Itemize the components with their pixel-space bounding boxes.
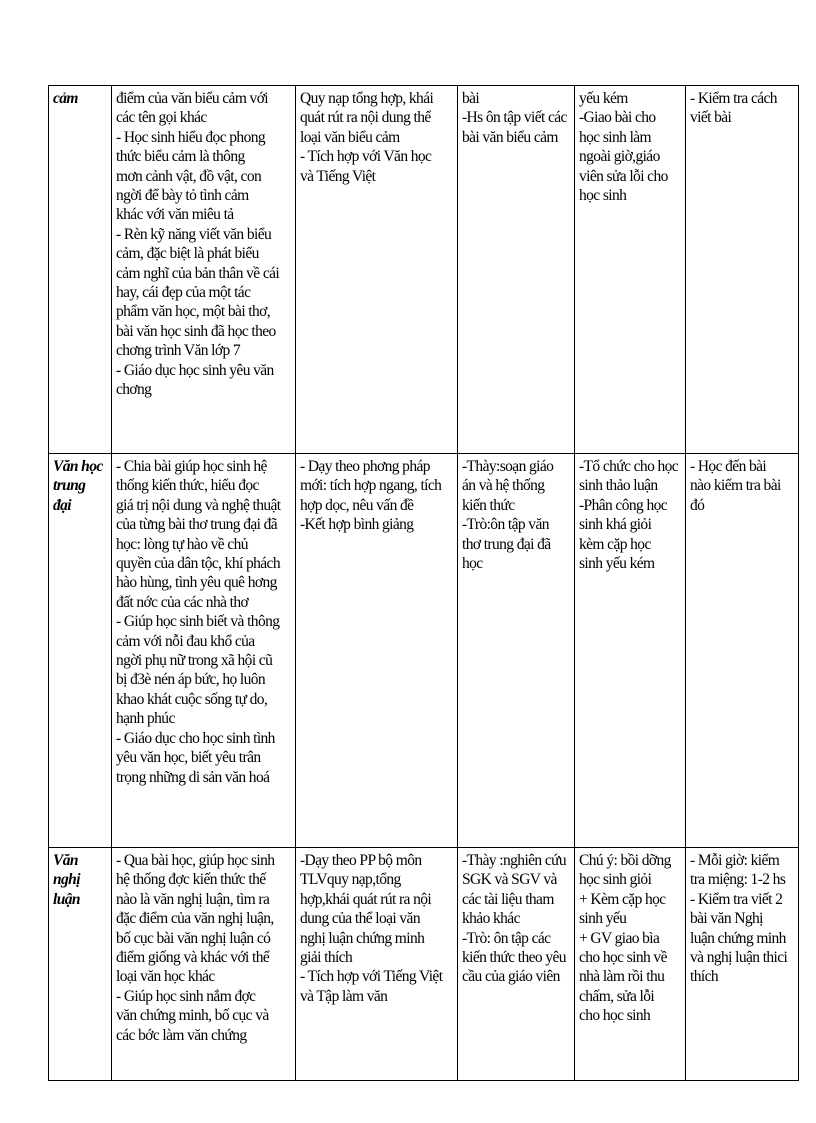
cell-text-line: cầu của giáo viên [462, 968, 560, 986]
topic-cell [49, 848, 112, 1081]
cell-text-line: hạnh phúc [116, 710, 175, 728]
cell-text-line: thích [690, 968, 718, 986]
cell-text-line: -Thày:soạn giáo [462, 458, 554, 475]
cell-text-line: thống kiến thức, hiểu đọc [116, 477, 259, 495]
cell-text-line: hay, cái đẹp của một tác [116, 284, 251, 302]
cell-text-line: các tên gọi khác [116, 109, 207, 127]
cell-text-line: sinh yếu kém [579, 555, 655, 573]
cell-text-line: và Tiếng Việt [300, 167, 376, 185]
cell-text-line: - Giáo dục cho học sinh tình [116, 729, 275, 747]
cell-text-line: -Phân công học [579, 496, 668, 514]
cell-text-line: -Dạy theo PP bộ môn [300, 852, 422, 869]
methods-cell [296, 454, 458, 848]
cell-text-line: kèm cặp học [579, 535, 651, 553]
cell-text-line: - Giáo dục học sinh yêu văn [116, 361, 274, 379]
cell-text-line: chơng trình Văn lớp 7 [116, 342, 241, 360]
cell-text-line: - Kiểm tra cách [690, 90, 777, 107]
cell-text-line: điểm giống và khác với thể [116, 949, 270, 967]
cell-text-line: - Rèn kỹ năng viết văn biểu [116, 225, 272, 243]
plan-cell [575, 86, 686, 454]
cell-text-line: bị đ3è nén áp bức, họ luôn [116, 671, 266, 689]
cell-text-line: bài văn học sinh đã học theo [116, 322, 276, 340]
cell-text-line: cảm [53, 90, 78, 107]
cell-text-line: nghị luận chứng minh [300, 929, 425, 947]
cell-text-line: khao khát cuộc sống tự do, [116, 690, 268, 708]
cell-text-line: - Kiểm tra viết 2 [690, 890, 783, 908]
cell-text-line: - Giúp học sinh nắm đợc [116, 987, 256, 1005]
methods-cell [296, 848, 458, 1081]
cell-text-line: thơ trung đại đã [462, 535, 551, 553]
cell-text-line: bố cục bài văn nghị luận có [116, 929, 271, 947]
preparation-cell [458, 454, 575, 848]
cell-text-line: - Mỗi giờ: kiểm [690, 852, 780, 869]
cell-text-line: hợp dọc, nêu vấn đề [300, 496, 414, 514]
cell-text-line: luận chứng minh [690, 929, 786, 947]
cell-text-line: dung của thể loại văn [300, 910, 420, 928]
preparation-cell [458, 86, 575, 454]
cell-text-line: -Trò: ôn tập các [462, 929, 551, 947]
cell-text-line: kiến thức [462, 496, 515, 514]
cell-text-line: - Chia bài giúp học sinh hệ [116, 458, 267, 475]
cell-text-line: và Tập làm văn [300, 987, 388, 1005]
cell-text-line: + Kèm cặp học [579, 890, 666, 908]
plan-cell [575, 848, 686, 1081]
cell-text-line: -Thày :nghiên cứu [462, 852, 567, 869]
cell-text-line: sinh khá giỏi [579, 516, 652, 534]
cell-text-line: cảm với nỗi đau khổ của [116, 632, 255, 650]
cell-text-line: của từng bài thơ trung đại đã [116, 516, 278, 534]
cell-text-line: mới: tích hợp ngang, tích [300, 477, 442, 495]
table-row [49, 848, 799, 1081]
cell-text-line: yếu kém [579, 90, 628, 107]
goals-cell [112, 454, 296, 848]
cell-text-line: hợp,khái quát rút ra nội [300, 890, 432, 908]
cell-text-line: bài [462, 90, 480, 107]
cell-text-line: viết bài [690, 109, 732, 127]
cell-text-line: án và hệ thống [462, 477, 545, 495]
cell-text-line: mơn cảnh vật, đồ vật, con [116, 167, 262, 185]
topic-cell [49, 86, 112, 454]
cell-text-line: cho học sinh [579, 1007, 651, 1025]
cell-text-line: học sinh làm [579, 128, 652, 146]
cell-text-line: sinh yếu [579, 910, 627, 928]
cell-text-line: khác với văn miêu tả [116, 206, 234, 224]
preparation-cell [458, 848, 575, 1081]
cell-text-line: giá trị nội dung và nghệ thuật [116, 496, 281, 514]
cell-text-line: loại văn biểu cảm [300, 128, 400, 146]
methods-cell [296, 86, 458, 454]
cell-text-line: + GV giao bìa [579, 929, 660, 947]
cell-text-line: tra miệng: 1-2 hs [690, 871, 786, 889]
table-row [49, 454, 799, 848]
cell-text-line: các tài liệu tham [462, 890, 554, 908]
cell-text-line: -Giao bài cho [579, 109, 656, 127]
cell-text-line: phẩm văn học, một bài thơ, [116, 303, 271, 321]
cell-text-line: loại văn học khác [116, 968, 215, 986]
cell-text-line: hệ thống đợc kiến thức thế [116, 871, 266, 889]
cell-text-line: đặc điểm của văn nghị luận, [116, 910, 274, 928]
cell-text-line: Văn [53, 852, 78, 869]
plan-cell [575, 454, 686, 848]
cell-text-line: bài văn biểu cảm [462, 128, 558, 146]
cell-text-line: đó [690, 496, 705, 514]
cell-text-line: -Hs ôn tập viết các [462, 109, 567, 127]
assessment-cell [686, 86, 799, 454]
cell-text-line: - Qua bài học, giúp học sinh [116, 852, 275, 869]
cell-text-line: cảm nghĩ của bản thân về cái [116, 264, 280, 282]
cell-text-line: thức biểu cảm là thông [116, 148, 245, 166]
cell-text-line: hào hùng, tình yêu quê hơng [116, 574, 277, 592]
cell-text-line: khảo khác [462, 910, 520, 928]
cell-text-line: học sinh giỏi [579, 871, 652, 889]
assessment-cell [686, 848, 799, 1081]
cell-text-line: sinh thảo luận [579, 477, 658, 495]
table-row [49, 86, 799, 454]
topic-cell [49, 454, 112, 848]
cell-text-line: học sinh [579, 187, 627, 205]
cell-text-line: cảm, đặc biệt là phát biểu [116, 245, 259, 263]
cell-text-line: kiến thức theo yêu [462, 949, 566, 967]
goals-cell [112, 86, 296, 454]
cell-text-line: đại [53, 496, 72, 514]
cell-text-line: quyền của dân tộc, khí phách [116, 555, 280, 573]
cell-text-line: học [462, 555, 483, 573]
cell-text-line: TLVquy nạp,tổng [300, 871, 401, 889]
cell-text-line: - Dạy theo phơng pháp [300, 458, 430, 475]
cell-text-line: SGK và SGV và [462, 871, 557, 889]
cell-text-line: ngoài giờ,giáo [579, 148, 660, 166]
cell-text-line: Văn học [53, 458, 103, 475]
cell-text-line: các bớc làm văn chứng [116, 1026, 247, 1044]
cell-text-line: chấm, sửa lỗi [579, 987, 655, 1005]
cell-text-line: ngời để bày tỏ tình cảm [116, 187, 249, 205]
cell-text-line: Chú ý: bồi dỡng [579, 852, 671, 869]
cell-text-line: quát rút ra nội dung thể [300, 109, 431, 127]
cell-text-line: đất nớc của các nhà thơ [116, 593, 249, 611]
cell-text-line: -Trò:ôn tập văn [462, 516, 549, 534]
cell-text-line: văn chứng minh, bố cục và [116, 1007, 269, 1025]
cell-text-line: điểm của văn biểu cảm với [116, 90, 269, 107]
cell-text-line: Quy nạp tổng hợp, khái [300, 90, 434, 107]
cell-text-line: ngời phụ nữ trong xã hội cũ [116, 652, 273, 670]
cell-text-line: -Tổ chức cho học [579, 458, 679, 475]
cell-text-line: trung [53, 477, 86, 495]
cell-text-line: viên sửa lỗi cho [579, 167, 668, 185]
cell-text-line: học: lòng tự hào về chủ [116, 535, 248, 553]
cell-text-line: và nghị luận thici [690, 949, 788, 967]
cell-text-line: - Giúp học sinh biết và thông [116, 613, 280, 631]
assessment-cell [686, 454, 799, 848]
cell-text-line: -Kết hợp bình giảng [300, 516, 414, 534]
cell-text-line: giải thích [300, 949, 353, 967]
cell-text-line: nghị [53, 871, 80, 889]
cell-text-line: - Học đến bài [690, 458, 767, 475]
goals-cell [112, 848, 296, 1081]
cell-text-line: nào kiểm tra bài [690, 477, 781, 495]
cell-text-line: nhà làm rồi thu [579, 968, 665, 986]
cell-text-line: bài văn Nghị [690, 910, 763, 928]
cell-text-line: - Học sinh hiểu đọc phong [116, 128, 266, 146]
cell-text-line: chơng [116, 381, 152, 399]
cell-text-line: nào là văn nghị luận, tìm ra [116, 890, 270, 908]
cell-text-line: cho học sinh về [579, 949, 667, 967]
cell-text-line: - Tích hợp với Văn học [300, 148, 432, 166]
cell-text-line: - Tích hợp với Tiếng Việt [300, 968, 443, 986]
lesson-plan-table [48, 85, 799, 1081]
cell-text-line: trọng những di sản văn hoá [116, 768, 270, 786]
cell-text-line: luận [53, 890, 80, 908]
cell-text-line: yêu văn học, biết yêu trân [116, 749, 261, 767]
